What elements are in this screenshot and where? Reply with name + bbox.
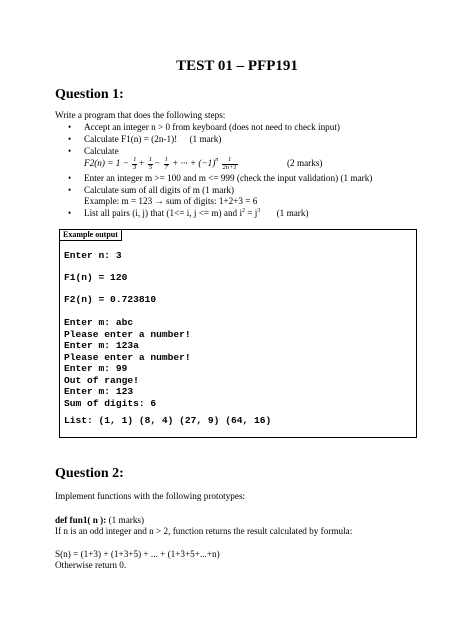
output-line: F2(n) = 0.723810 <box>64 294 157 305</box>
f2-lhs: F2(n) = 1 − <box>84 158 129 169</box>
f2-formula: F2(n) = 1 − $\frac{1}{3}$ + $\frac{1}{5}$ − $\frac{1}{7}$ + ··· + $(-1)^n$ $\frac{1}{2n+1}$ <box>84 156 237 171</box>
question-2-heading: Question 2: <box>55 466 124 481</box>
output-line: Enter m: abc <box>64 317 134 328</box>
output-line: Enter n: 3 <box>64 250 122 261</box>
q1-step-6 <box>84 208 309 219</box>
output-line: Enter m: 123 <box>64 386 134 397</box>
q2-def <box>55 515 144 526</box>
bullet-icon: • <box>68 146 72 156</box>
example-output-label: Example output <box>60 230 122 241</box>
q2-def-mark: (1 marks) <box>106 515 145 525</box>
output-line: Out of range! <box>64 374 139 386</box>
f2-frac-2: $\frac{1}{5}$ <box>148 156 153 171</box>
q1-step-2 <box>84 134 221 145</box>
q1-step-6-text: List all pairs (i, j) that (1<= i, j <= m) and i <box>84 208 242 218</box>
q1-step-1: Accept an integer n > 0 from keyboard (does not need to check input) <box>84 122 340 132</box>
q1-example: Example: m = 123 → sum of digits: 1+2+3 = 6 <box>84 196 258 206</box>
q1-step-6-eq: = j <box>245 208 258 218</box>
output-line: Please enter a number! <box>64 328 191 340</box>
q2-otherwise: Otherwise return 0. <box>55 560 127 570</box>
f2-frac-1: $\frac{1}{3}$ <box>133 156 137 171</box>
example-output-box <box>59 229 417 438</box>
q2-intro: Implement functions with the following prototypes: <box>55 491 246 501</box>
q1-intro: Write a program that does the following steps: <box>55 110 226 120</box>
q1-step-3: Calculate <box>84 146 119 156</box>
f2-mark: (2 marks) <box>287 158 323 168</box>
q1-step-2-text: Calculate F1(n) = (2n-1)! <box>84 134 178 144</box>
q1-step-6-mark: (1 mark) <box>276 208 309 218</box>
bullet-icon: • <box>68 173 72 183</box>
f2-frac-4: $\frac{1}{2n+1}$ <box>222 156 237 171</box>
output-line: Enter m: 123a <box>64 340 139 351</box>
question-1-heading: Question 1: <box>55 87 124 102</box>
output-line: List: (1, 1) (8, 4) (27, 9) (64, 16) <box>64 415 272 426</box>
q1-step-4: Enter an integer m >= 100 and m <= 999 (check the input validation) (1 mark) <box>84 173 373 183</box>
f2-tail: + ··· + (−1) <box>172 158 216 169</box>
output-line: Sum of digits: 6 <box>64 397 157 409</box>
bullet-icon: • <box>68 134 72 144</box>
q1-step-2-mark: (1 mark) <box>189 134 222 144</box>
exp-i: 2 <box>242 208 245 214</box>
page-title: TEST 01 – PFP191 <box>176 58 298 74</box>
q1-step-5: Calculate sum of all digits of m (1 mark) <box>84 185 235 195</box>
output-line: Enter m: 99 <box>64 363 128 374</box>
q2-formula: S(n) = (1+3) + (1+3+5) + ... + (1+3+5+...+n) <box>55 549 220 559</box>
bullet-icon: • <box>68 122 72 132</box>
exp-j: 3 <box>257 208 261 214</box>
bullet-icon: • <box>68 208 72 218</box>
f2-exponent: n <box>215 157 219 163</box>
output-line: F1(n) = 120 <box>64 272 128 283</box>
q2-desc: If n is an odd integer and n > 2, function returns the result calculated by formula: <box>55 526 353 536</box>
q2-def-signature: def fun1( n ): <box>55 515 107 525</box>
output-line: Please enter a number! <box>64 351 191 363</box>
f2-frac-3: $\frac{1}{7}$ <box>164 156 168 171</box>
bullet-icon: • <box>68 185 72 195</box>
